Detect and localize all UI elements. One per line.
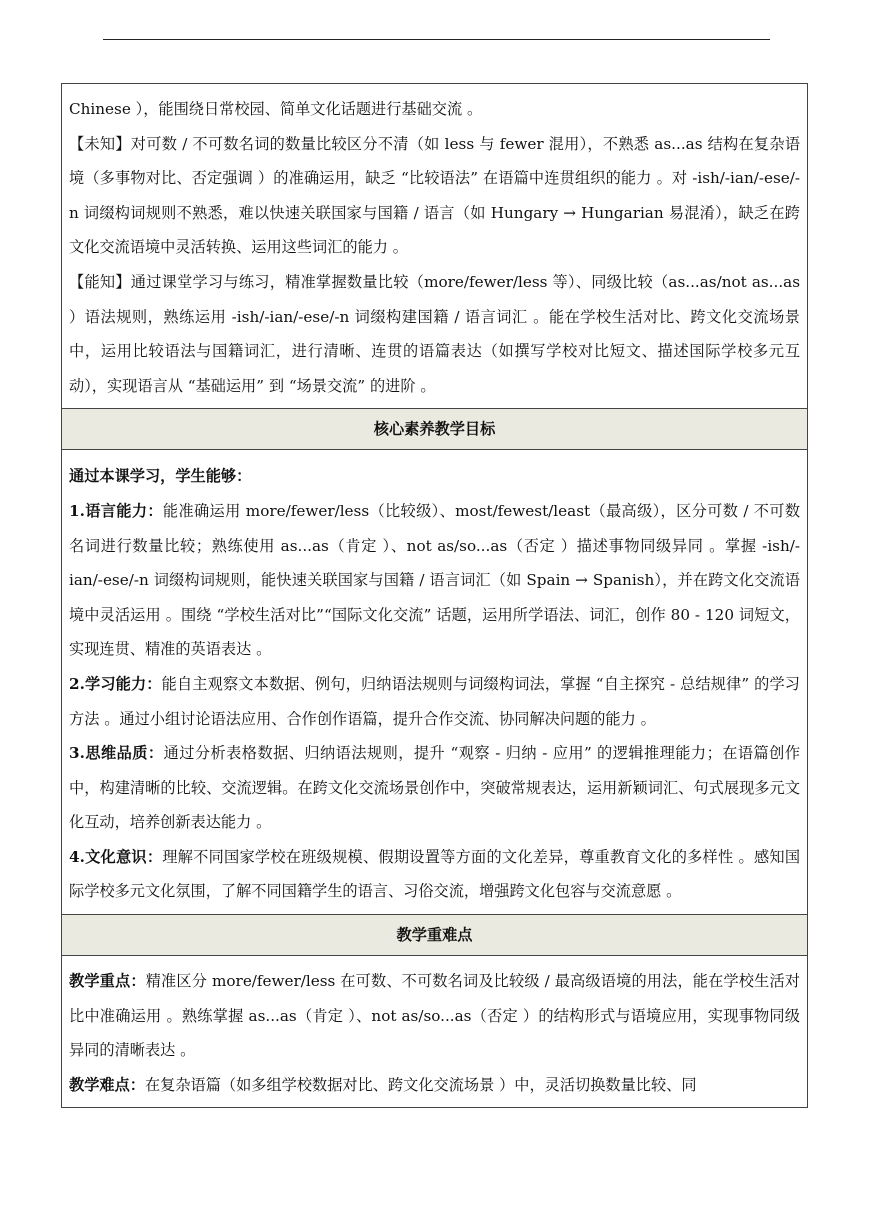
difficulty-item [69, 1068, 800, 1103]
objective-item [69, 494, 800, 667]
key-points-cell [62, 956, 808, 1108]
can-know-text: 通过课堂学习与练习，精准掌握数量比较（more/fewer/less 等）、同级比较（as...as/not as...as ）语法规则，熟练运用 -ish/-ian/-ese/-n 词缀构建国籍 / 语言词汇 。能在学校生活对比、跨文化交流场景中，运用比较语法与国籍词汇，进行清晰、连贯的语篇表达（如撰写学校对比短文、描述国际学校多元互动），实现语言从 “基础运用” 到 “场景交流” 的进阶 。 [69, 272, 800, 395]
objective-item [69, 736, 800, 840]
learner-analysis-cell [62, 84, 808, 409]
objective-label: 1.语言能力： [69, 501, 163, 520]
key-points-row [62, 956, 808, 1108]
objective-item [69, 840, 800, 909]
difficulty-text: 在复杂语篇（如多组学校数据对比、跨文化交流场景 ）中，灵活切换数量比较、同 [144, 1075, 697, 1094]
can-know-paragraph [69, 265, 800, 403]
objectives-heading: 核心素养教学目标 [62, 409, 808, 450]
header-rule [103, 39, 770, 40]
objective-item [69, 667, 800, 736]
unknown-label: 【未知】 [69, 134, 131, 153]
objective-label: 4.文化意识： [69, 847, 163, 866]
objective-text: 能自主观察文本数据、例句，归纳语法规则与词缀构词法，掌握 “自主探究 - 总结规律” 的学习方法 。通过小组讨论语法应用、合作创作语篇，提升合作交流、协同解决问题的能力 。 [69, 674, 800, 728]
objectives-heading-row [62, 409, 808, 450]
objective-text: 通过分析表格数据、归纳语法规则，提升 “观察 - 归纳 - 应用” 的逻辑推理能力；在语篇创作中，构建清晰的比较、交流逻辑。在跨文化交流场景创作中，突破常规表达，运用新颖词汇、句式展现多元文化互动，培养创新表达能力 。 [69, 744, 801, 832]
unknown-paragraph [69, 127, 800, 265]
objective-text: 能准确运用 more/fewer/less（比较级）、most/fewest/least（最高级），区分可数 / 不可数名词进行数量比较；熟练使用 as...as（肯定 ）、not as/so...as（否定 ）描述事物同级异同 。掌握 -ish/-ian/-ese/-n 词缀构词规则，能快速关联国家与国籍 / 语言词汇（如 Spain → Spanish），并在跨文化交流语境中灵活运用 。围绕 “学校生活对比”“国际文化交流” 话题，运用所学语法、词汇，创作 80 - 120 词短文，实现连贯、精准的英语表达 。 [69, 501, 801, 659]
key-points-heading: 教学重难点 [62, 915, 808, 956]
key-points-heading-row [62, 915, 808, 956]
objectives-row [62, 450, 808, 915]
known-continuation: Chinese ），能围绕日常校园、简单文化话题进行基础交流 。 [69, 100, 483, 118]
objectives-cell [62, 450, 808, 915]
difficulty-label: 教学难点： [69, 1075, 145, 1094]
objective-text: 理解不同国家学校在班级规模、假期设置等方面的文化差异，尊重教育文化的多样性 。感知国际学校多元文化氛围，了解不同国籍学生的语言、习俗交流，增强跨文化包容与交流意愿 。 [69, 847, 801, 901]
key-point-label: 教学重点： [69, 972, 146, 991]
lesson-plan-table [61, 83, 808, 1108]
objective-label: 3.思维品质： [69, 744, 164, 763]
learner-analysis-row [62, 84, 808, 409]
objective-label: 2.学习能力： [69, 674, 162, 693]
key-point-text: 精准区分 more/fewer/less 在可数、不可数名词及比较级 / 最高级语境的用法，能在学校生活对比中准确运用 。熟练掌握 as...as（肯定 ）、not as/so...as（否定 ）的结构形式与语境应用，实现事物同级异同的清晰表达 。 [69, 972, 800, 1060]
can-know-label: 【能知】 [69, 272, 131, 291]
key-point-item [69, 964, 800, 1068]
unknown-text: 对可数 / 不可数名词的数量比较区分不清（如 less 与 fewer 混用），不熟悉 as...as 结构在复杂语境（多事物对比、否定强调 ）的准确运用，缺乏 “比较语法” 在语篇中连贯组织的能力 。对 -ish/-ian/-ese/-n 词缀构词规则不熟悉，难以快速关联国家与国籍 / 语言（如 Hungary → Hungarian 易混淆），缺乏在跨文化交流语境中灵活转换、运用这些词汇的能力 。 [69, 134, 801, 257]
objectives-intro: 通过本课学习，学生能够： [69, 467, 252, 486]
